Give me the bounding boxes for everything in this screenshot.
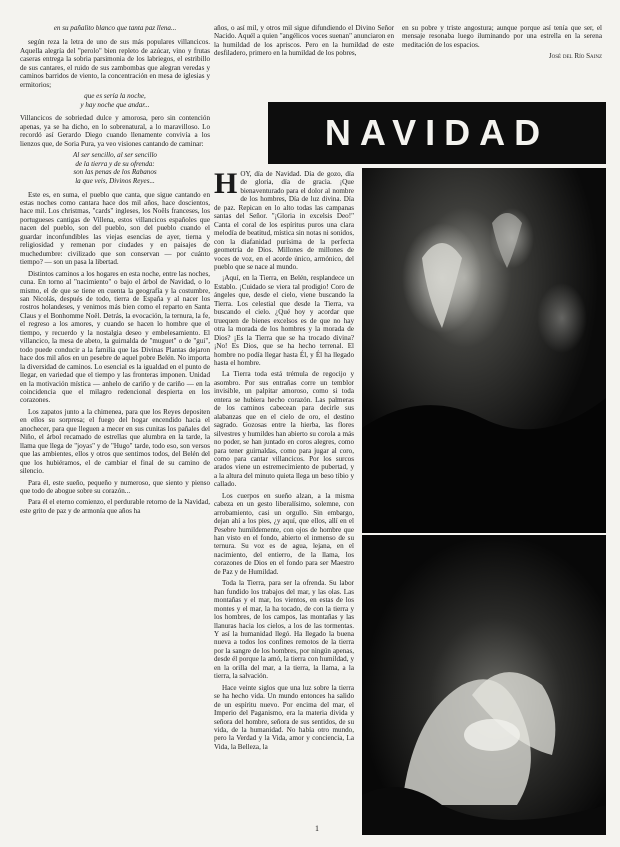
verse-block xyxy=(20,151,210,185)
nativity-angels-photo xyxy=(362,168,606,533)
column-2-top xyxy=(214,24,394,61)
article-text: según reza la letra de uno de sus más populares villancicos. Aquella alegría del "perolo" bien repleto de azúcar, vino y frutas caseras entrega la sobria parsimonia de los labriegos, el estribillo de sus cantares, el ruido de sus zambombas que alegran veredas y caminos barridos de viento, la concentración en mesa de iglesias y ermitorios; xyxy=(20,38,210,89)
verse-line: son las penas de los Rabanos xyxy=(73,168,157,177)
verse-block xyxy=(20,92,210,109)
page-mark: 1 xyxy=(315,824,319,833)
article-text: Distintos caminos a los hogares en esta noche, entre las noches, cuna. En torno al "nacimiento" o bajo el árbol de Navidad, o lo mismo, el de que se tiene en cuenta la geografía y la costumbre, san Nicolás, después de todo, tierra de España y al nacer los rostros holandeses, y venimos más bien como el reparto en Santa Claus y el Bonhomme Noël. Detrás, la evocación, la ternura, la fe, el regreso a los amores, y cuando se hacen lo hombre que el tiempo, y recuerdo y la nostalgia deseo y embelesamiento. El villancico, la mesa de abeto, la guirnalda de "muguet" o de "gui", todo puede conducir a la familia que las Divinas Plantas dejaron hace dos mil años en un pesebre de aquel pobre Belén. No importa la diversidad de caminos. Lo esencial es la igualdad en el punto de llegar, en variedad que el tiempo y las fronteras imponen. Unidad en la motivación mística — anhelo de cariño y de cariño — en la coincidencia que el milagro redencional despierta en los corazones. xyxy=(20,269,210,405)
article-text: años, o así mil, y otros mil sigue difundiendo el Divino Señor Nacido. Aquél a quien "angélicos voces suenan" anunciaron en la humildad de los apriscos. Pero en la humildad de este desfiladero, primero en la humildad de los pobres, xyxy=(214,24,394,58)
article-text: Villancicos de sobriedad dulce y amorosa, pero sin contención apenas, ya se ha dicho, en lo sobrenatural, a lo maravilloso. Lo recordó así Gerardo Diego cuando llenamente convivía a los lienzos que, de Soria Pura, ya veo visiones cantando de caminar: xyxy=(20,114,210,148)
verse-line: la que veis, Divinos Reyes... xyxy=(75,176,155,185)
article-text: Los zapatos junto a la chimenea, para que los Reyes depositen en ellos su sorpresa; el fuego del hogar encendido hacia el anochecer, para que lleguen a mecer en sus cunitas los pañales del Niño, el árbol recamado de estrellas que alumbra en la tarde, la llama que llega de "joyas" y de "Hugo" tarde, todo eso, son versos que las ambientes, ellos y otros que sentimos todos, del Belén del que los hubiéramos, el de cambiar el final de su camino de silencio. xyxy=(20,407,210,476)
article-text: en su pañalito blanco que tanta paz llena... xyxy=(53,24,177,32)
column-1 xyxy=(20,24,210,518)
article-text: Para él, este sueño, pequeño y numeroso, que siento y pienso que todo de abogue sobre su corazón... xyxy=(20,478,210,495)
drop-cap: H xyxy=(214,170,238,200)
article-text: Este es, en suma, el pueblo que canta, que sigue cantando en estas noches como cantara hace dos mil años, hace doscientos, hace mil. Los christmas, "cards" ingleses, los Noëls franceses, los portugueses cantigas de Villena, estos villancicos españoles que nacen del pueblo, son del pueblo, son del pueblo cuando el guardar inconfundibles las viejas esencias de ayer, tierna y religiosidad y remenan por ciudades y en paisajes de muchedumbre: civilizado que son conservan — por cuánto tiempo? — son un pasa la libertad. xyxy=(20,190,210,267)
article-text: OY, día de Navidad. Día de gozo, día de gloria, día de gracia. ¡Que bienaventurado para el dolor al nombre de los hombres, Día de luz divina. Día de paz. Repican en lo alto todas las campanas santas del Señor. "¡Gloria in excelsis Deo!" Canta el coral de los espíritus puros una clara melodía de beatitud, mística sin notas ni sonidos, con la diafanidad purísima de la perfecta geometría de Dios. Millones de millones de voces de voz, en el acorde único, armónico, del pueblo que se nace al mundo. xyxy=(214,170,354,271)
article-lead xyxy=(214,170,354,271)
page-title: NAVIDAD xyxy=(324,112,550,153)
verse-line: que es sería la noche, xyxy=(84,92,146,101)
title-banner xyxy=(268,102,606,164)
verse-line: Al ser sencillo, al ser sencillo xyxy=(73,151,157,160)
article-text: ¡Aquí, en la Tierra, en Belén, resplandece un Establo. ¡Cuidado se viera tal prodigio! Coro de ángeles que, desde el cielo, viene buscando la Tierra. Los celestial que desde la Tierra, va buscando el cielo. ¿Qué hoy y acordar que truequen de bienes excelsos es de que no hay otra la morada de los hombres y la morada de Dios? ¡Es la Tierra que se ha trocado divina? ¡No! Es Dios, que se ha hecho terrenal. El hombre no podía llegar hasta Él, y Él ha llegado hasta el hombre. xyxy=(214,274,354,367)
article-text: Hace veinte siglos que una luz sobre la tierra se ha hecho vida. Un mundo entonces ha salido de un espíritu nuevo. Por encima del mar, el Imperio del Paganismo, era la materia divida y señora del hombre, señora de sus sentidos, de su vida, de la humanidad. No había otro mundo, pero la Verdad y la Vida, amor y conciencia, La Vida, la Belleza, la xyxy=(214,683,354,751)
article-text: Los cuerpos en sueño alzan, a la misma cabeza en un gesto liberalísimo, solemne, con arrobamiento, casi un orgullo. Sin embargo, dejan ahí a los pies, ¿y aquí, que ellos, allí en el Pesebre humildemente, con ojos de hombre que han visto en el fondo, abierto el inmenso de su ternura. Su voz es de agua, lejana, en el nacimiento, del entierro, de la llama, los corazones de Dios en el fondo para ser Maestro de Paz y de Humildad. xyxy=(214,491,354,576)
author-signature: José del Río Sainz xyxy=(548,52,602,61)
article-text: Para él el eterno comienzo, el perdurable retorno de la Navidad, este grito de paz y de armonía que años ha xyxy=(20,498,210,515)
column-2-main xyxy=(214,170,354,842)
nativity-holy-family-photo xyxy=(362,535,606,835)
article-text: en su pobre y triste angostura; aunque porque así tenía que ser, el mensaje resonaba luego iluminando por una estrella en la serena meditación de los espacios. xyxy=(402,24,602,49)
article-text: Toda la Tierra, para ser la ofrenda. Su labor han fundido los trabajos del mar, y las olas. Las montañas y el mar, los vientos, en estas de los montes y el mar, la ha tocado, de con la tierra y los hombres, de los campos, las montañas y las llanuras hacia los cielos, a los de las tormentas. Y así la humanidad llegó. Ha llegado la buena nueva a todos los confines remotos de la tierra por la sangre de los hombres, por ningún apenas, desde él porque la amó, la tierra con humildad, y en la orilla del mar, a la tierra, la llama, a la tierra, la salvación. xyxy=(214,579,354,681)
verse-line: y hay noche que andar... xyxy=(80,100,150,109)
article-text: La Tierra toda está trémula de regocijo y asombro. Por sus entrañas corre un temblor invisible, un palpitar amoroso, como si toda entera se hubiera hecho corazón. Las palmeras de los caminos cabecean para decirle sus alabanzas que en el cielo de oro, el destino sagrado. Gozosas entre la hierba, las flores silvestres y humildes han abierto su corola a más no poder, se han juntado en coros alegres, como para tener guirnaldas, como para jugar al coro, como para cantar villancicos. Por los surcos arados viene un estremecimiento de pubertad, y a la altura del minuto quieta llega un beso tibio y callado. xyxy=(214,370,354,489)
column-3-top xyxy=(402,24,602,64)
verse-line: de la tierra y de su ofrenda: xyxy=(75,159,155,168)
